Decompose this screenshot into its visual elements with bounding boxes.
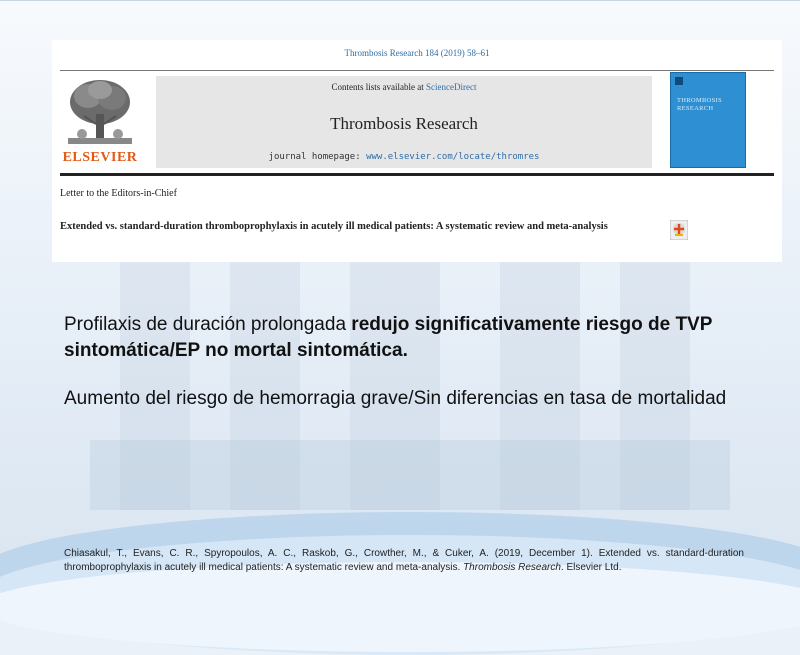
decorative-wave [0, 562, 800, 652]
cover-logo-icon [675, 77, 683, 85]
paper-header-image [52, 40, 782, 262]
journal-citation: Thrombosis Research 184 (2019) 58–61 [344, 48, 490, 58]
reference-journal: Thrombosis Research [463, 562, 561, 573]
reference-publisher: . Elsevier Ltd. [560, 562, 622, 573]
elsevier-wordmark: ELSEVIER [62, 150, 138, 165]
section-label: Letter to the Editors-in-Chief [60, 188, 177, 199]
reference-main-text: Chiasakul, T., Evans, C. R., Spyropoulos, A. C., Raskob, G., Crowther, M., & Cuker, A. (2019, December 1). Extended vs. standard-duration thromboprophylaxis in acutely ill medical patients: A systematic review and meta-analysis. [64, 548, 744, 573]
contents-prefix: Contents lists available at [331, 82, 426, 92]
homepage-line [156, 152, 652, 162]
contents-line [156, 82, 652, 92]
header-rule [60, 70, 774, 71]
finding-1-normal-text: Profilaxis de duración prolongada [64, 314, 352, 335]
reference-citation [64, 547, 744, 575]
finding-paragraph-1 [64, 312, 754, 364]
journal-banner [156, 76, 652, 168]
journal-cover-thumbnail [670, 72, 746, 168]
finding-paragraph-2: Aumento del riesgo de hemorragia grave/Sin diferencias en tasa de mortalidad [64, 388, 727, 409]
journal-title: Thrombosis Research [330, 114, 478, 133]
article-title: Extended vs. standard-duration thromboprophylaxis in acutely ill medical patients: A systematic review and meta-analysis [60, 221, 608, 232]
homepage-url: www.elsevier.com/locate/thromres [366, 152, 540, 162]
crossmark-icon [670, 220, 688, 240]
homepage-prefix: journal homepage: [268, 152, 367, 162]
top-divider [0, 0, 800, 1]
finding-1-bold-text: redujo significativamente riesgo de TVP sintomática/EP no mortal sintomática. [64, 314, 713, 361]
sciencedirect-link: ScienceDirect [426, 82, 477, 92]
cover-title: THROMBOSIS RESEARCH [677, 97, 722, 112]
header-thick-rule [60, 173, 774, 176]
background-building-base [90, 440, 730, 510]
